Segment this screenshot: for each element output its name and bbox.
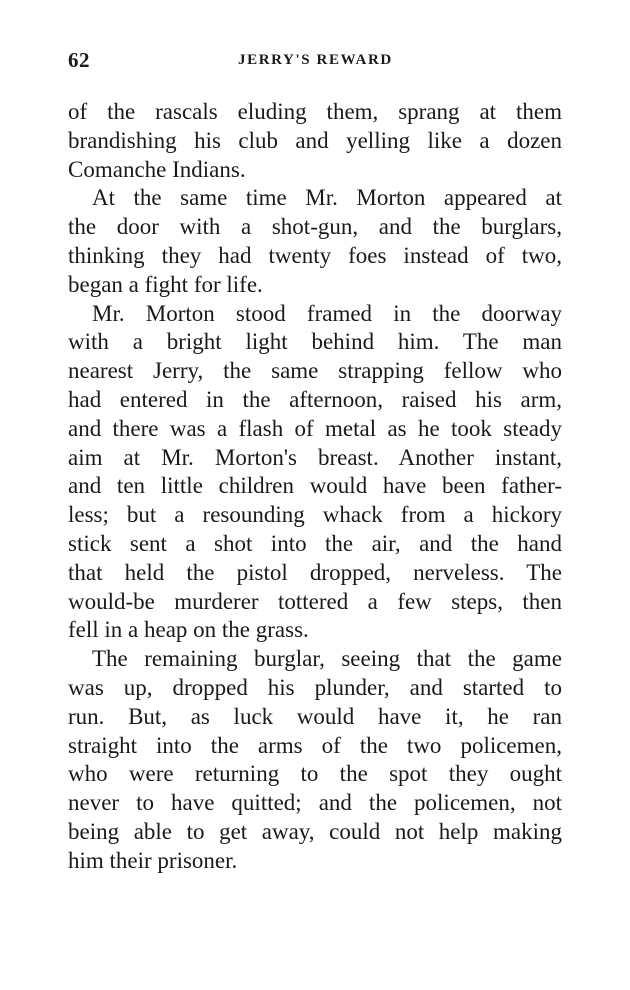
text-line: had entered in the afternoon, raised his arm, [68, 386, 562, 412]
page-header [68, 48, 562, 78]
text-line: being able to get away, could not help making [68, 818, 562, 844]
text-line: him their prisoner. [68, 847, 238, 873]
text-line: straight into the arms of the two policemen, [68, 732, 562, 758]
text-line: that held the pistol dropped, nerveless. The [68, 559, 562, 585]
text-line: fell in a heap on the grass. [68, 617, 309, 643]
text-line: was up, dropped his plunder, and started to [68, 674, 562, 700]
text-line: with a bright light behind him. The man [68, 329, 562, 355]
text-line: run. But, as luck would have it, he ran [68, 703, 562, 729]
paragraph [68, 300, 562, 646]
text-line: who were returning to the spot they ought [68, 761, 562, 787]
body-text [68, 98, 562, 876]
text-line: At the same time Mr. Morton appeared at [92, 185, 562, 211]
text-line: Comanche Indians. [68, 156, 246, 182]
text-line: Mr. Morton stood framed in the doorway [92, 300, 562, 326]
text-line: The remaining burglar, seeing that the game [92, 646, 562, 672]
text-line: thinking they had twenty foes instead of two, [68, 242, 562, 268]
text-line: would-be murderer tottered a few steps, then [68, 588, 562, 614]
running-head: JERRY'S REWARD [238, 52, 393, 68]
text-line: and there was a flash of metal as he took steady [68, 415, 562, 441]
text-line: nearest Jerry, the same strapping fellow who [68, 358, 562, 384]
paragraph [68, 184, 562, 299]
text-line: brandishing his club and yelling like a dozen [68, 127, 562, 153]
text-line: aim at Mr. Morton's breast. Another instant, [68, 444, 562, 470]
text-line: less; but a resounding whack from a hickory [68, 502, 562, 528]
paragraph [68, 645, 562, 875]
text-line: the door with a shot-gun, and the burglars, [68, 214, 562, 240]
page-number: 62 [68, 48, 90, 72]
text-line: never to have quitted; and the policemen, not [68, 790, 562, 816]
text-line: of the rascals eluding them, sprang at them [68, 99, 562, 124]
text-line: stick sent a shot into the air, and the hand [68, 530, 562, 556]
text-line: and ten little children would have been father- [68, 473, 562, 499]
text-line: began a fight for life. [68, 271, 263, 297]
paragraph [68, 98, 562, 184]
